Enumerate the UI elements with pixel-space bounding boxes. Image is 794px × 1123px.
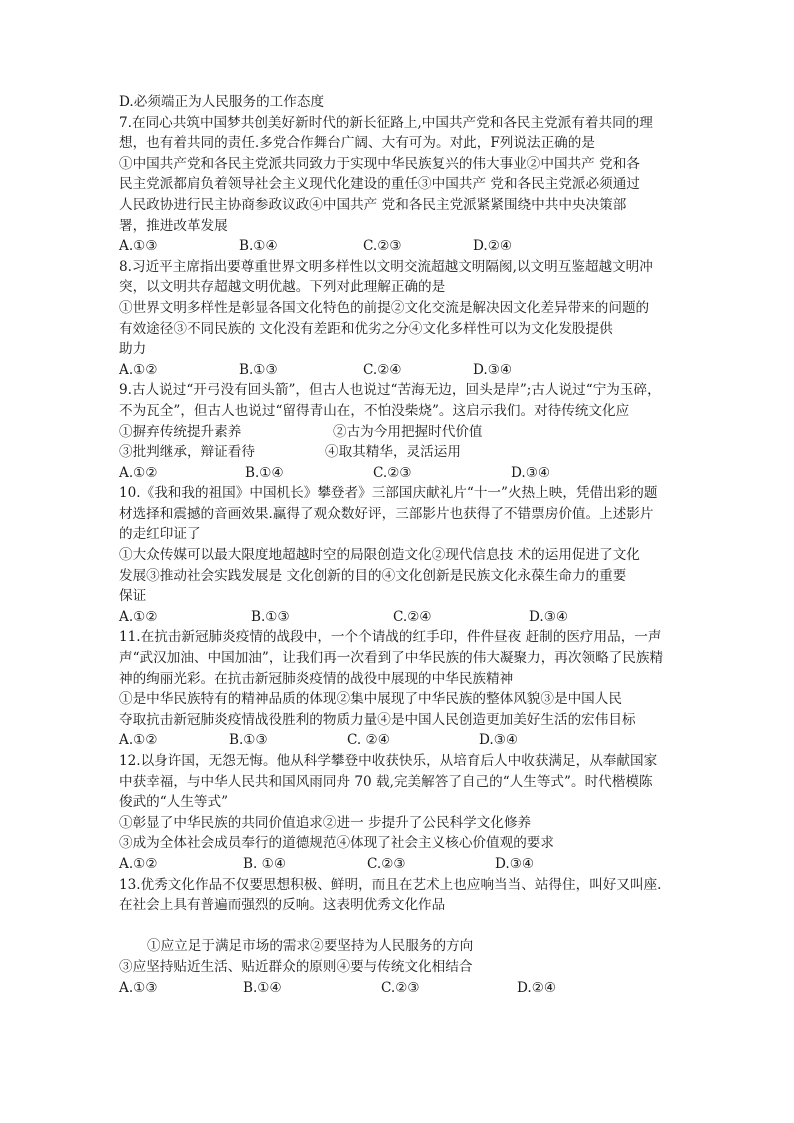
question-7 <box>119 113 679 257</box>
q10-line: 10.《我和我的祖国》中国机长》攀登者》三部国庆献礼片“十一”火热上映，凭借出彩的题 <box>119 485 658 502</box>
q12-option-b: B. ①④ <box>243 855 287 872</box>
q13-option-a: A.①③ <box>119 979 158 996</box>
q9-options <box>119 463 679 484</box>
q10-option-a: A.①② <box>119 608 158 625</box>
q9-statements-row <box>119 422 679 443</box>
q11-options <box>119 730 679 751</box>
q9-option-b: B.①④ <box>245 464 284 481</box>
q9-option-c: C.②③ <box>373 464 412 481</box>
q10-option-c: C.②④ <box>393 608 432 625</box>
q11-line: 夺取抗击新冠肺炎疫情战役胜利的物质力量④是中国人民创造更加美好生活的宏伟目标 <box>119 711 636 728</box>
q7-option-a: A.①③ <box>119 238 158 255</box>
q9-statement-3: ③批判继承，辩证看待 <box>119 444 255 461</box>
q10-line: ①大众传媒可以最大限度地超越时空的局限创造文化②现代信息技 术的运用促进了文化 <box>119 547 640 564</box>
question-12 <box>119 751 679 875</box>
q13-statement-line: ③应坚持贴近生活、贴近群众的原则④要与传统文化相结合 <box>119 958 473 975</box>
q7-line: 署，推进改革发展 <box>119 217 228 234</box>
question-9 <box>119 380 679 483</box>
q8-line: 8.习近平主席指出要尊重世界文明多样性以文明交流超越文明隔阂,以文明互鉴超越文明冲 <box>119 258 653 275</box>
q10-line: 的走红印证了 <box>119 526 201 543</box>
q8-line: 有效途径③不同民族的 文化没有差距和优劣之分④文化多样性可以为文化发股提供 <box>119 320 613 337</box>
q7-line: ①中国共产党和各民主党派共同致力于实现中华民族复兴的伟大事业②中国共产 党和各 <box>119 155 640 172</box>
q11-option-a: A.①② <box>119 732 158 749</box>
q13-line: 13.优秀文化作品不仅要思想积极、鲜明，而且在艺术上也应响当当、站得住，叫好又叫座. <box>119 876 662 893</box>
question-10 <box>119 483 679 627</box>
q7-option-b: B.①④ <box>239 238 278 255</box>
q9-statement-4: ④取其精华，灵活运用 <box>325 444 461 461</box>
question-8 <box>119 257 679 381</box>
q11-option-d: D.③④ <box>479 732 519 749</box>
q7-line: 7.在同心共筑中国梦共创美好新时代的新长征路上,中国共产党和各民主党派有着共同的理 <box>119 114 653 131</box>
q9-statement-1: ①摒弃传统提升素养 <box>119 423 242 440</box>
q12-line: ③成为全体社会成员奉行的道德规范④体现了社会主义核心价值观的要求 <box>119 835 554 852</box>
q9-line: 9.古人说过“开弓没有回头箭”，但古人也说过“苦海无边，回头是岸”;古人说过“宁为玉碎， <box>119 382 661 399</box>
q8-line: 突，以文明共存超越文明优越。下列对此理解正确的是 <box>119 279 446 296</box>
q7-option-d: D.②④ <box>473 238 513 255</box>
q10-line: 材选择和震撼的音画效果.赢得了观众数好评，三部影片也获得了不错票房价值。上述影片 <box>119 505 654 522</box>
q12-line: 俊武的“人生等式” <box>119 794 229 811</box>
q9-statements-row <box>119 442 679 463</box>
q9-line: 不为瓦全”，但古人也说过“留得青山在，不怕没柴烧”。这启示我们。对待传统文化应 <box>119 402 630 419</box>
q8-options <box>119 360 679 381</box>
q12-line: 中获幸福，与中华人民共和国风雨同舟 70 载,完美解答了自己的“人生等式”。时代楷模陈 <box>119 773 653 790</box>
q8-option-b: B.①③ <box>239 361 278 378</box>
q13-option-c: C.②③ <box>381 979 420 996</box>
q12-option-c: C.②③ <box>367 855 406 872</box>
q10-option-b: B.①③ <box>251 608 290 625</box>
q7-option-c: C.②③ <box>363 238 402 255</box>
exam-page <box>119 92 679 998</box>
question-13 <box>119 875 679 999</box>
q8-line: 助力 <box>119 341 147 358</box>
q9-option-d: D.③④ <box>511 464 551 481</box>
q7-line: 想，也有着共同的责任.多党合作舞台广阔、大有可为。对此，F列说法正确的是 <box>119 135 595 152</box>
q13-option-b: B.①④ <box>243 979 282 996</box>
q13-option-d: D.②④ <box>517 979 557 996</box>
q11-option-c: C. ②④ <box>347 732 390 749</box>
q12-option-a: A.①② <box>119 855 158 872</box>
q11-line: 声“武汉加油、中国加油”，让我们再一次看到了中华民族的伟大凝聚力，再次领略了民族精 <box>119 650 664 667</box>
q12-line: ①彰显了中华民族的共同价值追求②进一 步提升了公民科学文化修养 <box>119 814 532 831</box>
question-11 <box>119 627 679 751</box>
q8-option-c: C.②④ <box>363 361 402 378</box>
q8-option-a: A.①② <box>119 361 158 378</box>
q11-option-b: B.①③ <box>229 732 268 749</box>
q10-option-d: D.③④ <box>529 608 569 625</box>
q12-options <box>119 854 679 875</box>
q10-line: 发展③推动社会实践发展是 文化创新的目的④文化创新是民族文化永葆生命力的重要 <box>119 567 627 584</box>
q7-line: 人民政协进行民主协商参政议政④中国共产 党和各民主党派紧紧围绕中共中央决策部 <box>119 196 627 213</box>
q13-line: 在社会上具有普遍而强烈的反响。这表明优秀文化作品 <box>119 897 446 914</box>
q6-option-d: D.必须端正为人民服务的工作态度 <box>119 94 325 110</box>
q11-line: 11.在抗击新冠肺炎疫情的战段中，一个个请战的红手印，件件昼夜 赶制的医疗用品，一声 <box>119 629 662 646</box>
q12-line: 12.以身许国，无怨无悔。他从科学攀登中收获快乐，从培育后人中收获满足，从奉献国家 <box>119 753 658 769</box>
q11-line: 神的绚丽光彩。在抗击新冠肺炎疫情的战役中展现的中华民族精神 <box>119 670 514 687</box>
q13-options <box>119 978 679 999</box>
q9-statement-2: ②古为今用把握时代价值 <box>333 423 483 440</box>
q12-option-d: D.③④ <box>495 855 535 872</box>
q7-line: 民主党派都肩负着领导社会主义现代化建设的重任③中国共产 党和各民主党派必须通过 <box>119 176 640 193</box>
q7-options <box>119 236 679 257</box>
blank-line <box>119 916 679 937</box>
q8-line: ①世界文明多样性是彰显各国文化特色的前提②文化交流是解决因文化差异带来的问题的 <box>119 299 650 316</box>
q11-line: ①是中华民族特有的精神品质的体现②集中展现了中华民族的整体风貌③是中国人民 <box>119 691 622 708</box>
q9-option-a: A.①② <box>119 464 158 481</box>
q13-statement-line: ①应立足于满足市场的需求②要坚持为人民服务的方向 <box>147 938 474 955</box>
q8-option-d: D.③④ <box>473 361 513 378</box>
q10-options <box>119 607 679 628</box>
q10-line: 保证 <box>119 588 147 605</box>
